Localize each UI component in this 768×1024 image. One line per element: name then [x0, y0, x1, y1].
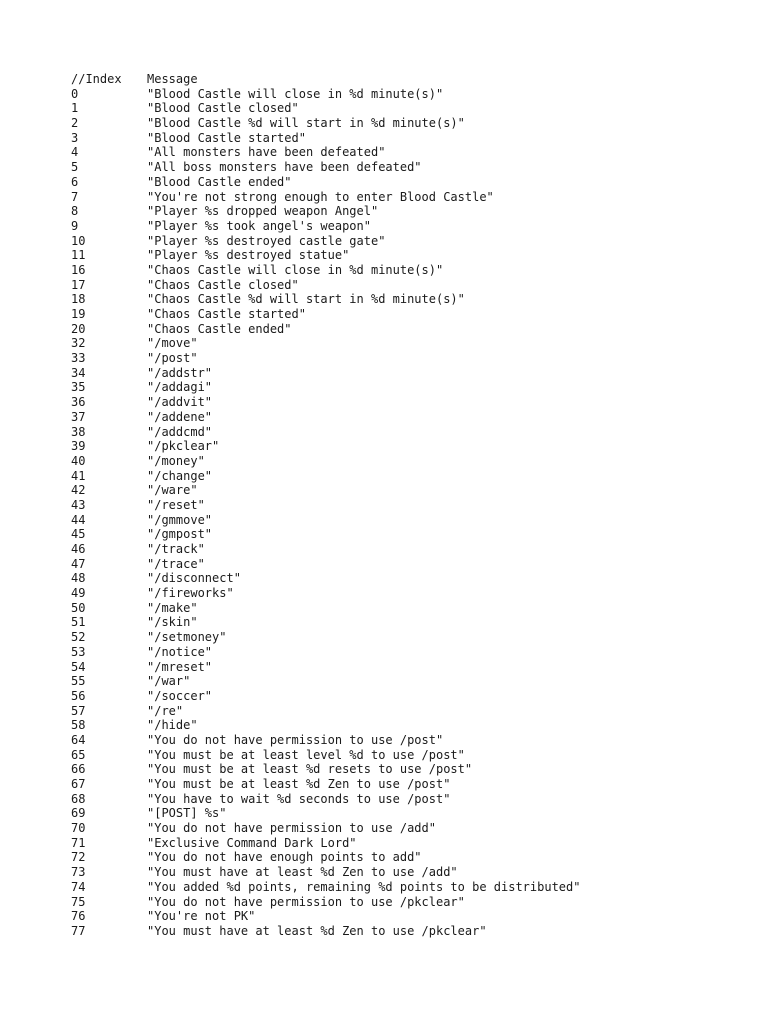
- row-message: "Player %s dropped weapon Angel": [147, 204, 379, 219]
- row-index: 44: [71, 512, 86, 527]
- row-index: 32: [71, 336, 86, 351]
- row-message: "You do not have permission to use /add": [147, 821, 436, 836]
- row-message: "/disconnect": [147, 571, 241, 586]
- row-index: 65: [71, 747, 86, 762]
- table-row: [71, 733, 751, 748]
- row-index: 36: [71, 395, 86, 410]
- row-index: 54: [71, 659, 86, 674]
- table-row: [71, 190, 751, 205]
- table-row: [71, 748, 751, 763]
- table-row: [71, 880, 751, 895]
- table-row: [71, 645, 751, 660]
- row-message: "You must be at least %d Zen to use /post": [147, 777, 451, 791]
- table-row: [71, 821, 751, 836]
- row-message: "All boss monsters have been defeated": [147, 160, 422, 175]
- table-row: [71, 762, 751, 777]
- row-message: "/ware": [147, 483, 198, 498]
- header-message: Message: [147, 72, 198, 86]
- row-message: "Blood Castle ended": [147, 174, 292, 189]
- row-message: "/gmmove": [147, 512, 213, 527]
- header-index: //Index: [71, 72, 122, 86]
- row-index: 0: [71, 86, 79, 101]
- table-row: [71, 234, 751, 249]
- row-message: "You must be at least %d resets to use /post": [147, 762, 473, 777]
- row-message: "/fireworks": [147, 586, 234, 601]
- row-index: 10: [71, 233, 86, 248]
- row-message: "You're not PK": [147, 909, 256, 924]
- row-message: "Player %s destroyed castle gate": [147, 233, 386, 248]
- table-row: [71, 351, 751, 366]
- row-message: "Chaos Castle closed": [147, 277, 299, 292]
- row-message: "You do not have permission to use /post": [147, 732, 444, 747]
- row-index: 53: [71, 644, 86, 659]
- table-row: [71, 850, 751, 865]
- table-row: [71, 278, 751, 293]
- row-index: 46: [71, 542, 86, 556]
- row-index: 3: [71, 130, 79, 145]
- row-index: 4: [71, 145, 79, 160]
- row-index: 16: [71, 262, 86, 277]
- table-row: [71, 87, 751, 102]
- table-row: [71, 571, 751, 586]
- row-index: 42: [71, 483, 86, 498]
- row-message: "Player %s took angel's weapon": [147, 218, 371, 233]
- row-index: 49: [71, 586, 86, 601]
- row-index: 77: [71, 923, 86, 938]
- row-index: 19: [71, 307, 86, 321]
- table-row: [71, 630, 751, 645]
- row-index: 69: [71, 806, 86, 821]
- row-index: 2: [71, 116, 79, 131]
- row-message: "Exclusive Command Dark Lord": [147, 835, 357, 850]
- row-message: "You're not strong enough to enter Blood Castle": [147, 189, 494, 204]
- table-row: [71, 527, 751, 542]
- row-message: "You do not have permission to use /pkclear": [147, 894, 465, 909]
- row-message: "You added %d points, remaining %d points to be distributed": [147, 879, 581, 894]
- row-index: 35: [71, 380, 86, 395]
- row-index: 51: [71, 615, 86, 630]
- row-index: 67: [71, 777, 86, 791]
- table-row: [71, 336, 751, 351]
- table-row: [71, 175, 751, 190]
- table-row: [71, 380, 751, 395]
- row-index: 41: [71, 468, 86, 483]
- table-row: [71, 322, 751, 337]
- row-index: 11: [71, 248, 86, 263]
- row-index: 20: [71, 321, 86, 336]
- row-index: 70: [71, 821, 86, 836]
- table-row: [71, 542, 751, 557]
- table-row: [71, 425, 751, 440]
- row-message: "You do not have enough points to add": [147, 850, 422, 865]
- table-row: [71, 615, 751, 630]
- row-index: 33: [71, 351, 86, 366]
- table-row: [71, 410, 751, 425]
- table-row: [71, 454, 751, 469]
- row-message: "You must have at least %d Zen to use /pkclear": [147, 923, 487, 938]
- row-index: 34: [71, 365, 86, 380]
- row-message: "Chaos Castle will close in %d minute(s)": [147, 262, 444, 277]
- row-message: "/post": [147, 351, 198, 366]
- row-message: "/trace": [147, 556, 205, 571]
- row-message: "Blood Castle will close in %d minute(s)": [147, 86, 444, 101]
- row-index: 57: [71, 703, 86, 718]
- row-message: "/money": [147, 453, 205, 468]
- row-index: 50: [71, 600, 86, 615]
- row-message: "[POST] %s": [147, 806, 227, 821]
- row-message: "Chaos Castle started": [147, 307, 306, 321]
- row-message: "Chaos Castle %d will start in %d minute(s)": [147, 292, 465, 307]
- row-message: "Blood Castle %d will start in %d minute(s)": [147, 116, 465, 131]
- row-message: "/mreset": [147, 659, 213, 674]
- row-message: "You must be at least level %d to use /post": [147, 747, 465, 762]
- table-row: [71, 498, 751, 513]
- row-message: "/re": [147, 703, 184, 718]
- table-row: [71, 483, 751, 498]
- table-row: [71, 513, 751, 528]
- table-row: [71, 263, 751, 278]
- table-row: [71, 248, 751, 263]
- table-row: [71, 792, 751, 807]
- table-body: [71, 87, 751, 939]
- table-row: [71, 204, 751, 219]
- row-index: 52: [71, 630, 86, 645]
- table-row: [71, 777, 751, 792]
- table-row: [71, 865, 751, 880]
- row-message: "/war": [147, 674, 191, 689]
- row-index: 72: [71, 850, 86, 865]
- table-row: [71, 145, 751, 160]
- row-message: "You must have at least %d Zen to use /add": [147, 865, 458, 880]
- row-message: "/reset": [147, 497, 205, 512]
- row-message: "/soccer": [147, 688, 213, 703]
- row-message: "/move": [147, 336, 198, 351]
- row-message: "/addstr": [147, 365, 213, 380]
- row-index: 9: [71, 218, 79, 233]
- row-message: "/make": [147, 600, 198, 615]
- row-index: 37: [71, 409, 86, 424]
- table-row: [71, 131, 751, 146]
- row-message: "/setmoney": [147, 630, 227, 645]
- row-index: 58: [71, 718, 86, 733]
- table-row: [71, 660, 751, 675]
- table-row: [71, 469, 751, 484]
- row-index: 1: [71, 101, 79, 116]
- row-index: 47: [71, 556, 86, 571]
- row-message: "/gmpost": [147, 527, 213, 542]
- table-header: [71, 72, 751, 87]
- table-row: [71, 292, 751, 307]
- row-index: 56: [71, 688, 86, 703]
- row-index: 55: [71, 674, 86, 689]
- row-index: 64: [71, 732, 86, 747]
- row-message: "Blood Castle started": [147, 130, 306, 145]
- row-message: "/pkclear": [147, 439, 220, 454]
- message-table: [71, 72, 751, 939]
- row-message: "/hide": [147, 718, 198, 733]
- table-row: [71, 557, 751, 572]
- row-message: "/skin": [147, 615, 198, 630]
- table-row: [71, 718, 751, 733]
- table-row: [71, 836, 751, 851]
- table-row: [71, 395, 751, 410]
- row-message: "You have to wait %d seconds to use /post": [147, 791, 451, 806]
- row-message: "Blood Castle closed": [147, 101, 299, 116]
- row-message: "/addvit": [147, 395, 213, 410]
- row-index: 75: [71, 894, 86, 909]
- row-message: "Player %s destroyed statue": [147, 248, 350, 263]
- table-row: [71, 895, 751, 910]
- row-message: "/addagi": [147, 380, 213, 395]
- row-index: 66: [71, 762, 86, 777]
- row-index: 74: [71, 879, 86, 894]
- row-index: 45: [71, 527, 86, 542]
- row-index: 40: [71, 453, 86, 468]
- table-row: [71, 909, 751, 924]
- row-index: 43: [71, 497, 86, 512]
- row-index: 8: [71, 204, 79, 219]
- table-row: [71, 307, 751, 322]
- table-row: [71, 806, 751, 821]
- row-index: 17: [71, 277, 86, 292]
- row-message: "/addene": [147, 409, 213, 424]
- row-message: "/change": [147, 468, 213, 483]
- table-row: [71, 219, 751, 234]
- table-row: [71, 439, 751, 454]
- row-message: "All monsters have been defeated": [147, 145, 386, 160]
- row-index: 7: [71, 189, 79, 204]
- table-row: [71, 674, 751, 689]
- row-index: 5: [71, 160, 79, 175]
- table-row: [71, 101, 751, 116]
- row-index: 18: [71, 292, 86, 307]
- row-index: 39: [71, 439, 86, 454]
- row-message: "Chaos Castle ended": [147, 321, 292, 336]
- row-index: 76: [71, 909, 86, 924]
- table-row: [71, 924, 751, 939]
- table-row: [71, 586, 751, 601]
- row-index: 68: [71, 791, 86, 806]
- row-message: "/notice": [147, 644, 213, 659]
- table-row: [71, 160, 751, 175]
- row-index: 38: [71, 424, 86, 439]
- row-message: "/track": [147, 542, 205, 556]
- table-row: [71, 601, 751, 616]
- row-index: 48: [71, 571, 86, 586]
- row-index: 73: [71, 865, 86, 880]
- table-row: [71, 116, 751, 131]
- row-index: 6: [71, 174, 79, 189]
- table-row: [71, 689, 751, 704]
- row-index: 71: [71, 835, 86, 850]
- table-row: [71, 366, 751, 381]
- row-message: "/addcmd": [147, 424, 213, 439]
- table-row: [71, 704, 751, 719]
